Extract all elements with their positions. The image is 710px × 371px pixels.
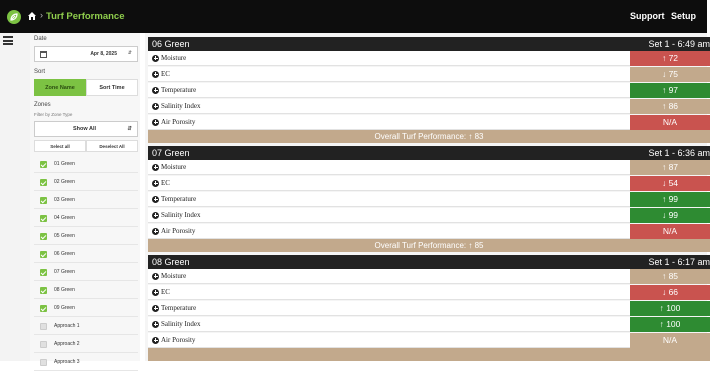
checkbox-checked-icon[interactable] (40, 161, 47, 168)
metric-row[interactable] (148, 176, 710, 191)
metric-value: ↑ 100 (630, 301, 710, 316)
zone-label: 04 Green (54, 215, 75, 221)
zone-list-item[interactable] (34, 210, 138, 227)
metric-label: Salinity Index (161, 211, 201, 219)
expand-plus-icon[interactable] (152, 289, 159, 296)
zone-list-item[interactable] (34, 354, 138, 371)
checkbox-unchecked-icon[interactable] (40, 323, 47, 330)
metric-value: ↑ 87 (630, 160, 710, 175)
zone-list-item[interactable] (34, 156, 138, 173)
page-title: Turf Performance (46, 11, 125, 22)
metric-row[interactable] (148, 67, 710, 82)
checkbox-checked-icon[interactable] (40, 269, 47, 276)
zone-header (148, 37, 710, 51)
zone-label: 08 Green (54, 287, 75, 293)
main-content (145, 33, 710, 361)
metric-label: Moisture (161, 54, 187, 62)
zone-type-value: Show All (73, 126, 97, 132)
zone-label: 09 Green (54, 305, 75, 311)
metric-row[interactable] (148, 208, 710, 223)
metric-value: ↑ 97 (630, 83, 710, 98)
zone-name: 08 Green (152, 257, 190, 267)
zone-list-item[interactable] (34, 246, 138, 263)
support-link[interactable]: Support (630, 11, 665, 21)
zone-label: 05 Green (54, 233, 75, 239)
overall-performance: Overall Turf Performance: ↑ 83 (148, 130, 710, 143)
metric-value: N/A (630, 115, 710, 130)
metric-label: Temperature (161, 86, 197, 94)
metric-row[interactable] (148, 160, 710, 175)
expand-plus-icon[interactable] (152, 71, 159, 78)
top-bar (0, 0, 707, 33)
expand-plus-icon[interactable] (152, 119, 159, 126)
date-value: Apr 8, 2025 (90, 51, 117, 57)
zone-set-time: Set 1 - 6:36 am (648, 148, 710, 158)
metric-label: Salinity Index (161, 320, 201, 328)
sort-label: Sort (34, 69, 46, 75)
metric-label: Air Porosity (161, 118, 196, 126)
zone-set-time: Set 1 - 6:49 am (648, 39, 710, 49)
metric-label: Moisture (161, 272, 187, 280)
checkbox-checked-icon[interactable] (40, 215, 47, 222)
metric-label: Salinity Index (161, 102, 201, 110)
overall-performance: Overall Turf Performance: ↑ 85 (148, 239, 710, 252)
metric-value: ↑ 72 (630, 51, 710, 66)
metric-label: Temperature (161, 195, 197, 203)
expand-plus-icon[interactable] (152, 87, 159, 94)
zone-list-item[interactable] (34, 300, 138, 317)
zone-label: Approach 1 (54, 323, 80, 329)
zone-name: 06 Green (152, 39, 190, 49)
metric-row[interactable] (148, 51, 710, 66)
metric-row[interactable] (148, 224, 710, 239)
expand-plus-icon[interactable] (152, 305, 159, 312)
zone-label: Approach 2 (54, 341, 80, 347)
metric-value: N/A (630, 333, 710, 348)
date-label: Date (34, 36, 47, 42)
metric-value: ↑ 100 (630, 317, 710, 332)
checkbox-checked-icon[interactable] (40, 251, 47, 258)
date-picker[interactable] (34, 46, 138, 62)
expand-plus-icon[interactable] (152, 55, 159, 62)
zone-label: 07 Green (54, 269, 75, 275)
metric-label: EC (161, 288, 170, 296)
metric-value: ↓ 99 (630, 208, 710, 223)
metric-row[interactable] (148, 301, 710, 316)
zone-label: 02 Green (54, 179, 75, 185)
checkbox-checked-icon[interactable] (40, 287, 47, 294)
zone-type-select[interactable] (34, 121, 138, 137)
deselect-all-button[interactable]: Deselect All (86, 140, 138, 152)
expand-plus-icon[interactable] (152, 180, 159, 187)
overall-performance (148, 348, 710, 361)
expand-plus-icon[interactable] (152, 196, 159, 203)
metric-row[interactable] (148, 285, 710, 300)
expand-plus-icon[interactable] (152, 273, 159, 280)
zone-list-item[interactable] (34, 192, 138, 209)
metric-value: ↓ 54 (630, 176, 710, 191)
sort-time-button[interactable]: Sort Time (86, 79, 138, 96)
metric-row[interactable] (148, 317, 710, 332)
expand-plus-icon[interactable] (152, 337, 159, 344)
metric-label: EC (161, 179, 170, 187)
metric-row[interactable] (148, 83, 710, 98)
zone-label: Approach 3 (54, 359, 80, 365)
metric-label: Air Porosity (161, 336, 196, 344)
metric-row[interactable] (148, 333, 710, 348)
checkbox-checked-icon[interactable] (40, 179, 47, 186)
checkbox-unchecked-icon[interactable] (40, 341, 47, 348)
metric-row[interactable] (148, 192, 710, 207)
metric-value: ↑ 86 (630, 99, 710, 114)
zone-list-item[interactable] (34, 282, 138, 299)
metric-label: Moisture (161, 163, 187, 171)
metric-row[interactable] (148, 269, 710, 284)
expand-plus-icon[interactable] (152, 103, 159, 110)
checkbox-checked-icon[interactable] (40, 197, 47, 204)
zone-list-item[interactable] (34, 336, 138, 353)
checkbox-checked-icon[interactable] (40, 233, 47, 240)
checkbox-checked-icon[interactable] (40, 305, 47, 312)
metric-row[interactable] (148, 99, 710, 114)
metric-value: ↑ 85 (630, 269, 710, 284)
calendar-icon (40, 51, 47, 58)
filter-label: Filter by Zone Type (34, 112, 73, 117)
spinner-icon: ⇵ (127, 50, 132, 56)
metric-label: Air Porosity (161, 227, 196, 235)
metric-value: ↓ 75 (630, 67, 710, 82)
sort-zone-name-button[interactable]: Zone Name (34, 79, 86, 96)
zone-label: 03 Green (54, 197, 75, 203)
metric-value: ↑ 99 (630, 192, 710, 207)
zone-header (148, 255, 710, 269)
zone-name: 07 Green (152, 148, 190, 158)
filter-panel (30, 33, 140, 365)
zone-header (148, 146, 710, 160)
app-logo-icon[interactable] (7, 10, 21, 24)
zones-label: Zones (34, 102, 51, 108)
checkbox-unchecked-icon[interactable] (40, 359, 47, 366)
zone-set-time: Set 1 - 6:17 am (648, 257, 710, 267)
metric-value: N/A (630, 224, 710, 239)
breadcrumb-separator: › (40, 10, 43, 20)
zone-list-item[interactable] (34, 174, 138, 191)
home-icon[interactable] (27, 11, 37, 21)
zone-label: 01 Green (54, 161, 75, 167)
expand-plus-icon[interactable] (152, 164, 159, 171)
menu-icon[interactable] (3, 36, 13, 44)
expand-plus-icon[interactable] (152, 212, 159, 219)
setup-link[interactable]: Setup (671, 11, 697, 21)
select-all-button[interactable]: Select all (34, 140, 86, 152)
metric-label: Temperature (161, 304, 197, 312)
metric-row[interactable] (148, 115, 710, 130)
metric-value: ↓ 66 (630, 285, 710, 300)
expand-plus-icon[interactable] (152, 321, 159, 328)
zone-list-item[interactable] (34, 228, 138, 245)
metric-label: EC (161, 70, 170, 78)
expand-plus-icon[interactable] (152, 228, 159, 235)
zone-list-item[interactable] (34, 318, 138, 335)
spinner-icon: ⇵ (127, 126, 132, 132)
zone-label: 06 Green (54, 251, 75, 257)
zone-list-item[interactable] (34, 264, 138, 281)
